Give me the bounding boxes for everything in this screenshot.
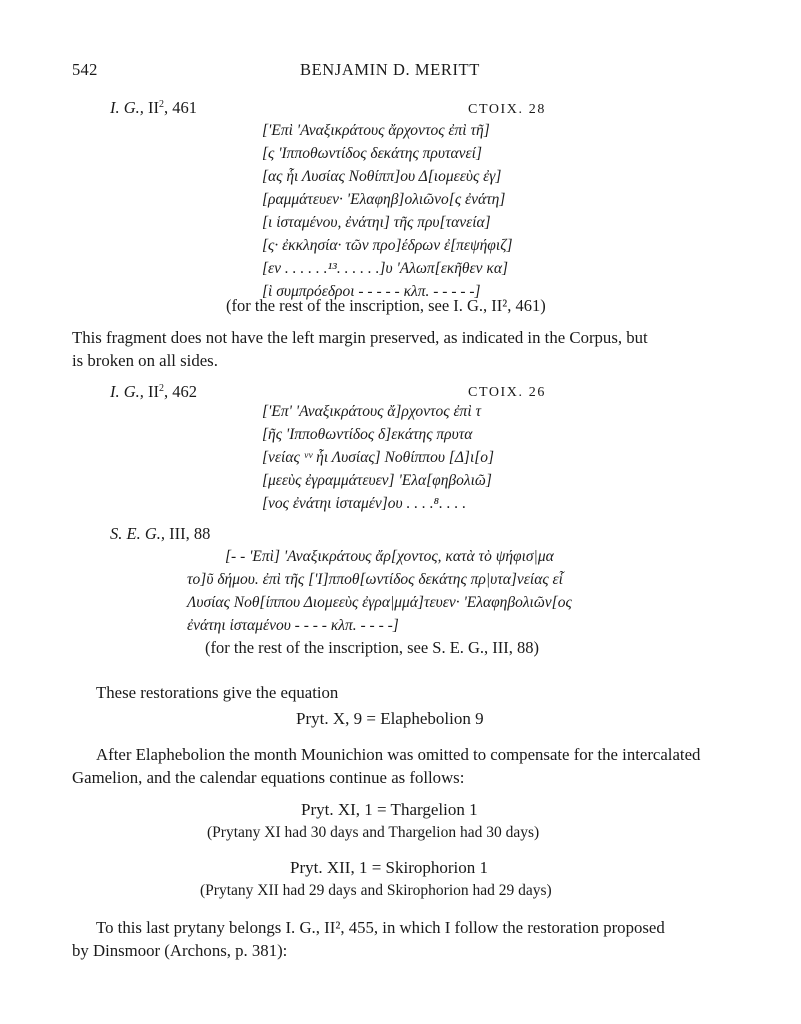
paragraph2: These restorations give the equation [96,683,339,702]
equation3: Pryt. XII, 1 = Skirophorion 1 [290,858,488,877]
inscription3-line-3: Λυσίας Νοθ[ίππου Διομεεὺς ἐγρα|μμά]τευεν· 'Ελαφηβολιῶν[ος [187,594,572,611]
inscription2-line-2: [ῆς 'Ιπποθωντίδος δ]εκάτης πρυτα [262,426,473,443]
inscription1-line-3: [ας ἧι Λυσίας Νοθίππ]ου Δ[ιομεεὺς ἐγ] [262,168,502,185]
inscription3-reference [110,524,210,544]
inscription3-line-1: [- - 'Επὶ] 'Αναξικράτους ἄρ[χοντος, κατὰ τὸ ψήφισ|μα [225,548,554,565]
equation2-note: (Prytany XI had 30 days and Thargelion had 30 days) [207,824,540,841]
inscription3-line-2: το]ῦ δήμου. ἐπὶ τῆς ['Ι]πποθ[ωντίδος δεκάτης πρ|υτα]νείας εἷ [187,571,563,588]
paragraph3-line1: After Elaphebolion the month Mounichion was omitted to compensate for the intercalated [96,745,701,764]
inscription1-line-2: [ς 'Ιπποθωντίδος δεκάτης πρυτανεί] [262,145,482,162]
inscription2-line-3: [νείας ᵛᵛ ἧι Λυσίας] Νοθίππου [Δ]ι[ο] [262,449,495,466]
inscription2-stoichedon: CTOIX. 26 [468,385,546,400]
inscription3-line-4: ἐνάτηι ἱσταμένου - - - - κλπ. - - - -] [187,617,399,634]
inscription2-line-5: [νος ἐνάτηι ἱσταμέν]ου . . . .⁸. . . . [262,495,467,512]
inscription2-ref-label: I. G., [110,382,144,401]
inscription1-stoichedon: CTOIX. 28 [468,102,546,117]
equation3-note: (Prytany XII had 29 days and Skirophorion had 29 days) [200,882,552,899]
inscription3-ref-num: III, 88 [165,524,211,543]
inscription1-ref-label: I. G., [110,98,144,117]
equation1: Pryt. X, 9 = Elaphebolion 9 [296,709,484,728]
inscription1-line-6: [ς· ἐκκλησία· τῶν προ]έδρων ἐ[πεψήφιζ] [262,237,513,254]
inscription1-ref-num: , 461 [164,98,198,117]
inscription2-line-1: ['Επ' 'Αναξικράτους ἄ]ρχοντος ἐπὶ τ [262,403,482,420]
inscription2-line-4: [μεεὺς ἐγραμμάτευεν] 'Ελα[φηβολιῶ] [262,472,492,489]
page-number: 542 [72,60,98,79]
inscription1-line-1: ['Επὶ 'Αναξικράτους ἄρχοντος ἐπὶ τῆ] [262,122,490,139]
running-title: BENJAMIN D. MERITT [300,60,480,79]
paragraph4-line2: by Dinsmoor (Archons, p. 381): [72,941,288,960]
inscription1-line-8: [ὶ συμπρόεδροι - - - - - κλπ. - - - - -] [262,283,481,300]
inscription1-ref-vol: II [148,98,160,117]
inscription1-line-4: [ραμμάτευεν· 'Ελαφηβ]ολιῶνο[ς ἐνάτη] [262,191,506,208]
inscription1-note: (for the rest of the inscription, see I. G., II², 461) [226,296,546,315]
inscription3-note: (for the rest of the inscription, see S. E. G., III, 88) [205,638,540,657]
paragraph4-line1: To this last prytany belongs I. G., II², 455, in which I follow the restoration proposed [96,918,665,937]
inscription2-reference [110,382,197,402]
inscription2-ref-vol: II [148,382,160,401]
paragraph1-line2: is broken on all sides. [72,351,218,370]
inscription2-ref-sup: 2 [159,383,165,394]
inscription1-reference [110,98,197,118]
paragraph1-line1: This fragment does not have the left margin preserved, as indicated in the Corpus, but [72,328,648,347]
inscription2-ref-num: , 462 [164,382,198,401]
inscription3-ref-label: S. E. G., [110,524,165,543]
paragraph3-line2: Gamelion, and the calendar equations continue as follows: [72,768,465,787]
inscription1-line-7: [εν . . . . . .¹³. . . . . .]υ 'Αλωπ[εκῆθεν κα] [262,260,509,277]
equation2: Pryt. XI, 1 = Thargelion 1 [301,800,478,819]
inscription1-ref-sup: 2 [159,99,165,110]
inscription1-line-5: [ι ἱσταμένου, ἐνάτηι] τῆς πρυ[τανεία] [262,214,491,231]
